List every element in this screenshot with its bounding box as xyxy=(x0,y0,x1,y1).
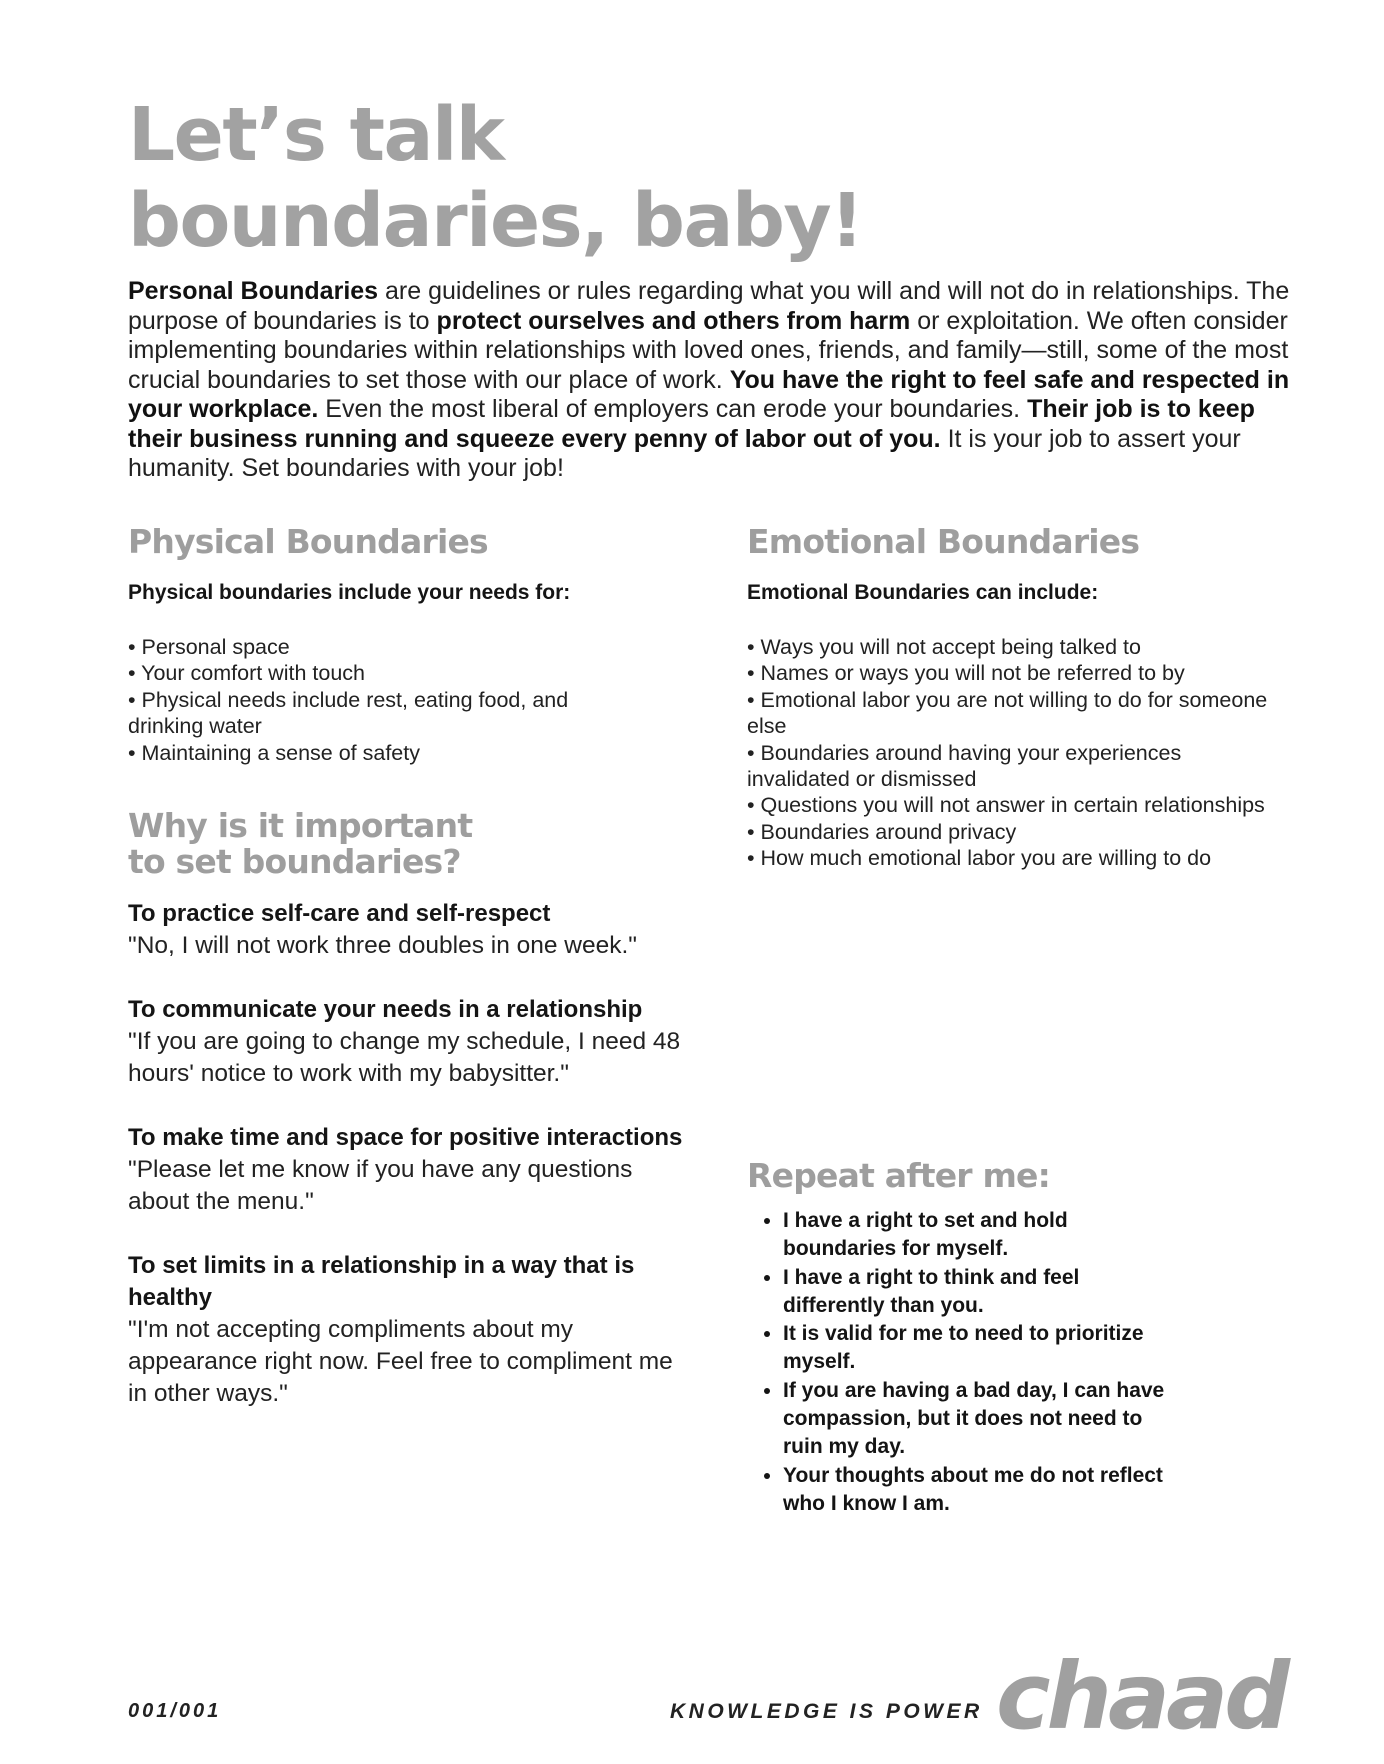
list-item: • Ways you will not accept being talked to xyxy=(747,635,1141,659)
why-heading xyxy=(128,808,608,880)
list-item: • How much emotional labor you are willing to do xyxy=(747,846,1212,871)
intro-text-3: Even the most liberal of employers can erode your boundaries. xyxy=(318,395,1028,423)
reason-title: To set limits in a relationship in a way that is healthy xyxy=(128,1252,635,1311)
physical-subheading: Physical boundaries include your needs for: xyxy=(128,581,571,604)
reason-title: To make time and space for positive interactions xyxy=(128,1124,683,1151)
intro-text-4: It is your job to assert your humanity. Set boundaries with your job! xyxy=(128,424,1241,482)
emotional-subheading: Emotional Boundaries can include: xyxy=(747,581,1099,604)
emotional-heading: Emotional Boundaries xyxy=(747,522,1140,561)
intro-text-2: or exploitation. We often consider implementing boundaries within relationships with loved ones, friends, and family—still, some of the most crucial boundaries to set those with our place of work. xyxy=(128,306,1289,394)
title-line-1: Let’s talk xyxy=(128,92,504,178)
reason-block xyxy=(128,994,688,1090)
list-item: • Boundaries around privacy xyxy=(747,819,1017,844)
affirmation-item: • It is valid for me to need to prioritize myself. xyxy=(783,1320,1183,1377)
list-item: • Boundaries around having your experiences invalidated or dismissed xyxy=(747,740,1182,792)
why-heading-line-2: to set boundaries? xyxy=(128,842,461,881)
reason-block xyxy=(128,1250,688,1410)
reason-title: To communicate your needs in a relationship xyxy=(128,996,643,1023)
list-item: • Emotional labor you are not willing to do for someone else xyxy=(747,687,1268,739)
intro-bold-3: You have the right to feel safe and respected in your workplace. xyxy=(128,365,1290,423)
affirmation-item: • I have a right to set and hold boundaries for myself. xyxy=(783,1207,1183,1264)
reason-quote: "No, I will not work three doubles in one week." xyxy=(128,932,638,959)
page-number: 001/001 xyxy=(128,1700,222,1722)
reason-block xyxy=(128,898,688,962)
list-item: • Maintaining a sense of safety xyxy=(128,740,420,765)
list-item: • Personal space xyxy=(128,635,290,659)
physical-heading: Physical Boundaries xyxy=(128,522,488,561)
repeat-heading: Repeat after me: xyxy=(747,1156,1051,1195)
intro-bold-2: protect ourselves and others from harm xyxy=(436,306,911,335)
intro-bold-4: Their job is to keep their business running and squeeze every penny of labor out of you. xyxy=(128,395,1255,453)
intro-text-1: are guidelines or rules regarding what you will and will not do in relationships. The purpose of boundaries is to xyxy=(128,277,1290,335)
page-title xyxy=(128,92,1228,264)
intro-bold-1: Personal Boundaries xyxy=(128,277,379,305)
affirmation-item: • If you are having a bad day, I can have compassion, but it does not need to ruin my day. xyxy=(783,1377,1183,1462)
emotional-list xyxy=(747,634,1287,872)
list-item: • Names or ways you will not be referred to by xyxy=(747,661,1185,686)
intro-paragraph xyxy=(128,277,1308,484)
reason-title: To practice self-care and self-respect xyxy=(128,900,551,927)
title-line-2: boundaries, baby! xyxy=(128,178,863,264)
reason-block xyxy=(128,1122,688,1218)
affirmation-item: • I have a right to think and feel differently than you. xyxy=(783,1264,1183,1321)
list-item: • Physical needs include rest, eating food, and drinking water xyxy=(128,687,569,739)
list-item: • Your comfort with touch xyxy=(128,661,365,686)
footer-tagline: KNOWLEDGE IS POWER xyxy=(670,1700,983,1723)
list-item: • Questions you will not answer in certain relationships xyxy=(747,793,1265,818)
reasons-list xyxy=(128,898,688,1442)
why-heading-line-1: Why is it important xyxy=(128,806,473,845)
reason-quote: "If you are going to change my schedule, I need 48 hours' notice to work with my babysitter." xyxy=(128,1028,681,1087)
affirmation-item: • Your thoughts about me do not reflect who I know I am. xyxy=(783,1462,1183,1519)
reason-quote: "I'm not accepting compliments about my appearance right now. Feel free to compliment me in other ways." xyxy=(128,1316,673,1407)
reason-quote: "Please let me know if you have any questions about the menu." xyxy=(128,1156,633,1215)
chaad-logo: chaad xyxy=(996,1643,1287,1750)
affirmation-list xyxy=(747,1207,1183,1518)
physical-list xyxy=(128,634,588,766)
